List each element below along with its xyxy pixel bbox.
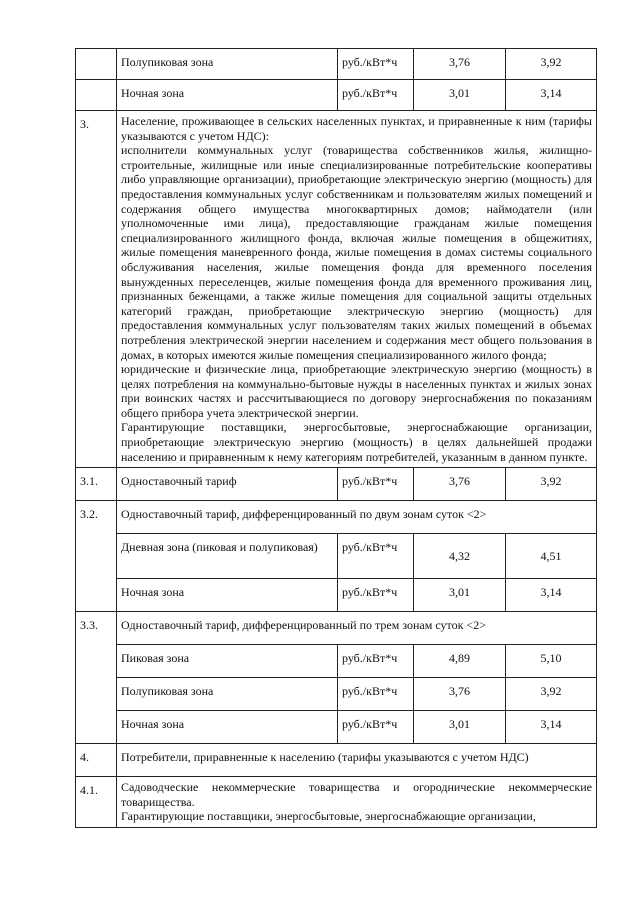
- table-row: [76, 777, 597, 828]
- table-row: [76, 612, 597, 645]
- section-3-row: [76, 111, 597, 468]
- unit: руб./кВт*ч: [338, 678, 414, 711]
- tariff-value-1: 3,76: [414, 468, 506, 501]
- unit: руб./кВт*ч: [338, 645, 414, 678]
- tariff-value-2: 3,14: [506, 711, 597, 744]
- tariff-value-2: 3,92: [506, 49, 597, 80]
- unit: руб./кВт*ч: [338, 711, 414, 744]
- tariff-value-2: 3,14: [506, 579, 597, 612]
- section-number: 4.1.: [76, 777, 117, 828]
- section-4-1-text: [117, 777, 597, 828]
- zone-name: Пиковая зона: [117, 645, 338, 678]
- unit: руб./кВт*ч: [338, 468, 414, 501]
- section-number: 4.: [76, 744, 117, 777]
- unit: руб./кВт*ч: [338, 49, 414, 80]
- zone-name: Ночная зона: [117, 80, 338, 111]
- section-3-text: [117, 111, 597, 468]
- paragraph: Садоводческие некоммерческие товарищества и огороднические некоммерческие товарищества.: [121, 780, 592, 809]
- tariff-name: Одноставочный тариф: [117, 468, 338, 501]
- zone-name: Полупиковая зона: [117, 678, 338, 711]
- table-row: [76, 80, 597, 111]
- tariff-value-1: 4,89: [414, 645, 506, 678]
- section-number: 3.1.: [76, 468, 117, 501]
- zone-name: Ночная зона: [117, 711, 338, 744]
- zone-name: Ночная зона: [117, 579, 338, 612]
- zone-name: Дневная зона (пиковая и полупиковая): [117, 534, 338, 579]
- zone-name: Полупиковая зона: [117, 49, 338, 80]
- table-row: [76, 678, 597, 711]
- table-row: [76, 534, 597, 579]
- section-number: 3.3.: [76, 612, 117, 744]
- unit: руб./кВт*ч: [338, 534, 414, 579]
- section-title: Одноставочный тариф, дифференцированный по трем зонам суток <2>: [117, 612, 597, 645]
- table-row: [76, 468, 597, 501]
- section-number: 3.: [76, 111, 117, 468]
- tariff-value-1: 3,01: [414, 711, 506, 744]
- tariff-value-1: 3,01: [414, 80, 506, 111]
- paragraph: юридические и физические лица, приобретающие электрическую энергию (мощность) в целях потребления на коммунально-бытовые нужды в населенных пунктах и жилых зонах при воинских частях и рассчитывающиеся по договору энергоснабжения по показаниям общего прибора учета электрической энергии.: [121, 362, 592, 420]
- tariff-value-2: 3,92: [506, 468, 597, 501]
- paragraph: исполнители коммунальных услуг (товарищества собственников жилья, жилищно-строительные, жилищные или иные специализированные потребительские кооперативы либо управляющие организации), приобретающие электрическую энергию (мощность) для предоставления коммунальных услуг собственникам и пользователям жилых помещений и содержания общего имущества многоквартирных домов; наймодатели (или уполномоченные ими лица), предоставляющие гражданам жилые помещения специализированного жилищного фонда, включая жилые помещения в общежитиях, жилые помещения маневренного фонда, жилые помещения в домах системы социального обслуживания населения, жилые помещения фонда для временного поселения вынужденных переселенцев, жилые помещения фонда для временного проживания лиц, признанных беженцами, а также жилые помещения для социальной защиты отдельных категорий граждан, приобретающие электрическую энергию (мощность) для предоставления коммунальных услуг пользователям таких жилых помещений в объемах потребления электрической энергии населением и содержания мест общего пользования в домах, в которых имеются жилые помещения специализированного жилого фонда;: [121, 143, 592, 362]
- section-title: Потребители, приравненные к населению (тарифы указываются с учетом НДС): [117, 744, 597, 777]
- tariff-document-page: [75, 48, 596, 828]
- tariff-value-2: 3,14: [506, 80, 597, 111]
- tariff-value-1: 3,76: [414, 678, 506, 711]
- tariff-value-2: 4,51: [506, 534, 597, 579]
- section-title: Одноставочный тариф, дифференцированный по двум зонам суток <2>: [117, 501, 597, 534]
- paragraph: Гарантирующие поставщики, энергосбытовые, энергоснабжающие организации, приобретающие электрическую энергию (мощность) в целях дальнейшей продажи населению и приравненным к нему категориям потребителей, указанным в данном пункте.: [121, 420, 592, 464]
- unit: руб./кВт*ч: [338, 80, 414, 111]
- table-row: [76, 645, 597, 678]
- table-row: [76, 579, 597, 612]
- tariff-value-1: 3,76: [414, 49, 506, 80]
- table-row: [76, 49, 597, 80]
- section-number: 3.2.: [76, 501, 117, 612]
- table-row: [76, 501, 597, 534]
- table-row: [76, 711, 597, 744]
- paragraph: Гарантирующие поставщики, энергосбытовые, энергоснабжающие организации,: [121, 809, 536, 824]
- tariff-value-1: 3,01: [414, 579, 506, 612]
- tariff-value-2: 5,10: [506, 645, 597, 678]
- tariff-value-1: 4,32: [414, 534, 506, 579]
- unit: руб./кВт*ч: [338, 579, 414, 612]
- paragraph: Население, проживающее в сельских населенных пунктах, и приравненные к ним (тарифы указываются с учетом НДС):: [121, 114, 592, 143]
- tariff-value-2: 3,92: [506, 678, 597, 711]
- tariff-table: [75, 48, 597, 828]
- table-row: [76, 744, 597, 777]
